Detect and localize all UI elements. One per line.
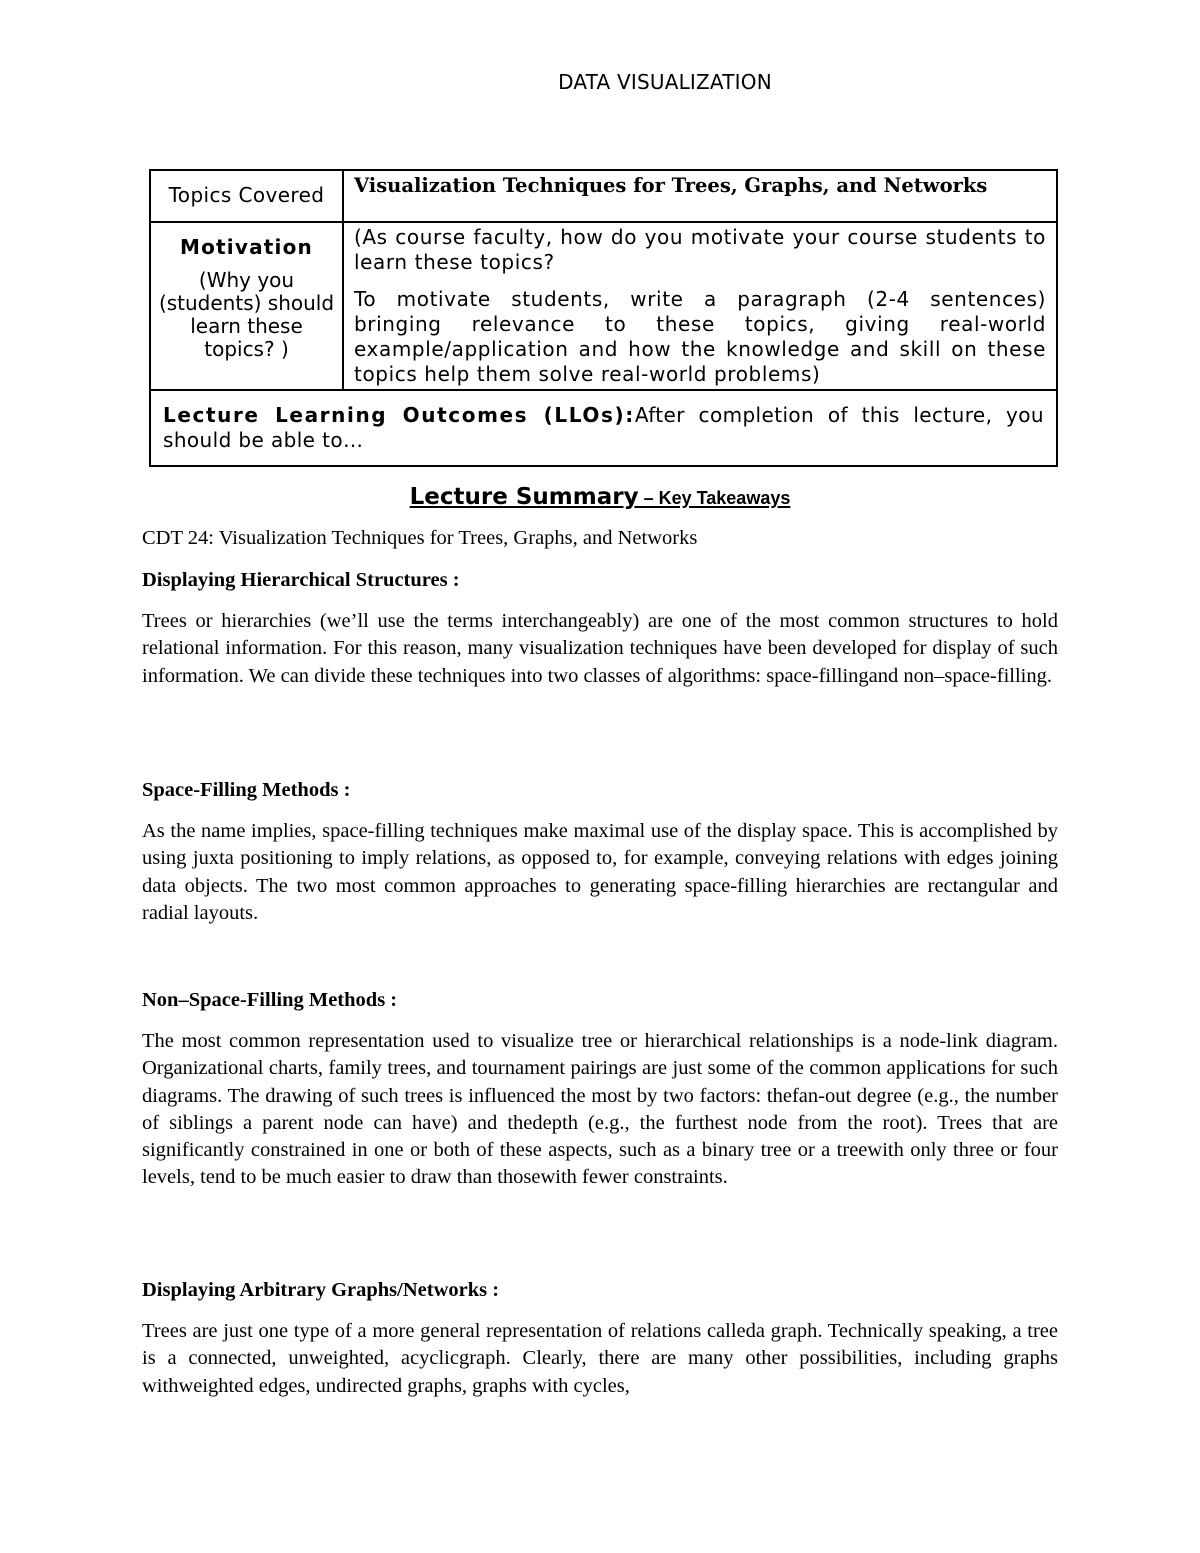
section-non-space-filling <box>142 987 1058 1191</box>
lecture-summary-title <box>0 484 1200 510</box>
cdt-line <box>142 525 1058 552</box>
motivation-paragraph-2: To motivate students, write a paragraph (2-4 sentences) bringing relevance to these topics, giving real-world example/application and how the knowledge and skill on these topics help them solve real-world problems) <box>354 287 1046 386</box>
section-space-filling <box>142 777 1058 927</box>
section-heading-graphs: Displaying Arbitrary Graphs/Networks : <box>142 1279 500 1301</box>
section-text-graphs: Trees are just one type of a more general representation of relations calleda graph. Technically speaking, a tree is a connected, unweighted, acyclicgraph. Clearly, there are many other possibilities, including graphs withweighted edges, undirected graphs, graphs with cycles, <box>142 1320 1058 1397</box>
topics-value: Visualization Techniques for Trees, Graphs, and Networks <box>343 170 1057 222</box>
lecture-info-table <box>149 169 1058 467</box>
page-header: DATA VISUALIZATION <box>558 70 772 94</box>
section-heading-hierarchical: Displaying Hierarchical Structures : <box>142 569 460 591</box>
section-text-non-space-filling: The most common representation used to visualize tree or hierarchical relationships is a node-link diagram. Organizational charts, family trees, and tournament pairings are just some of the common applications for such diagrams. The drawing of such trees is influenced the most by two factors: thefan-out degree (e.g., the number of siblings a parent node can have) and thedepth (e.g., the furthest node from the root). Trees that are significantly constrained in one or both of these aspects, such as a binary tree or a treewith only three or four levels, tend to be much easier to draw than thosewith fewer constraints. <box>142 1030 1058 1189</box>
motivation-value-cell <box>343 222 1057 390</box>
topics-row <box>150 170 1057 222</box>
motivation-subtitle: (Why you (students) should learn these topics? ) <box>158 268 335 361</box>
section-heading-space-filling: Space-Filling Methods : <box>142 779 351 801</box>
section-graphs <box>142 1277 1058 1400</box>
motivation-label-cell <box>150 222 343 390</box>
motivation-title: Motivation <box>180 235 313 259</box>
section-hierarchical <box>142 567 1058 690</box>
llo-label: Lecture Learning Outcomes (LLOs): <box>163 403 635 427</box>
summary-title-main: Lecture Summary <box>409 484 639 510</box>
cdt-text: CDT 24: Visualization Techniques for Trees, Graphs, and Networks <box>142 527 698 549</box>
motivation-paragraph-1: (As course faculty, how do you motivate your course students to learn these topics? <box>354 225 1046 274</box>
summary-title-suffix: – Key Takeaways <box>638 488 791 508</box>
llo-cell <box>150 390 1057 466</box>
section-text-space-filling: As the name implies, space-filling techniques make maximal use of the display space. This is accomplished by using juxta positioning to imply relations, as opposed to, for example, conveying relations with edges joining data objects. The two most common approaches to generating space-filling hierarchies are rectangular and radial layouts. <box>142 820 1058 924</box>
motivation-row <box>150 222 1057 390</box>
section-heading-non-space-filling: Non–Space-Filling Methods : <box>142 989 398 1011</box>
llo-row <box>150 390 1057 466</box>
topics-label: Topics Covered <box>150 170 343 222</box>
section-text-hierarchical: Trees or hierarchies (we’ll use the terms interchangeably) are one of the most common structures to hold relational information. For this reason, many visualization techniques have been developed for display of such information. We can divide these techniques into two classes of algorithms: space-fillingand non–space-filling. <box>142 610 1058 687</box>
llo-text: After completion of this lecture, you should be able to… <box>163 403 1044 452</box>
